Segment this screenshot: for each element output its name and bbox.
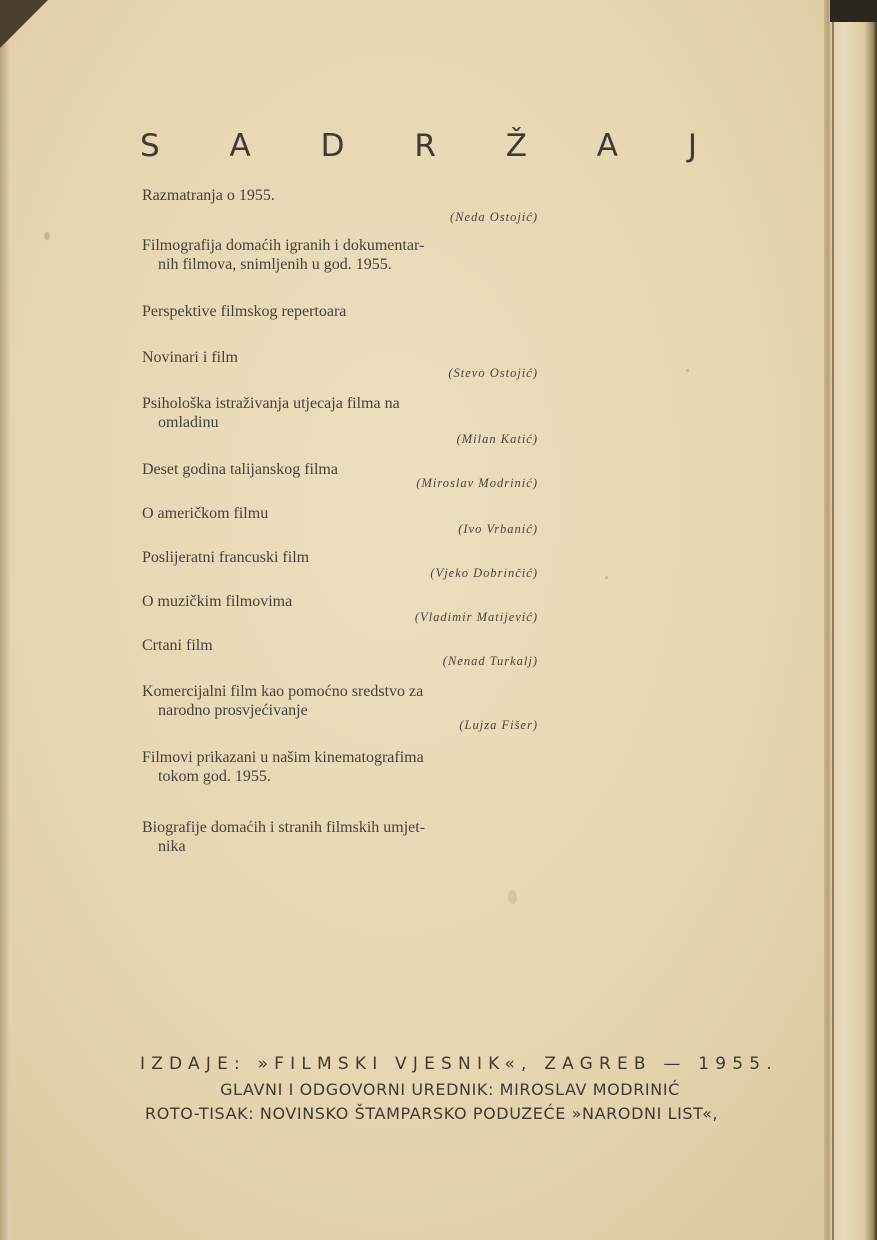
toc-entry-author: (Nenad Turkalj): [442, 654, 538, 668]
imprint-editor: GLAVNI I ODGOVORNI UREDNIK: MIROSLAV MODRINIĆ: [220, 1080, 680, 1099]
toc-entry-title: Filmovi prikazani u našim kinematografima: [142, 749, 424, 766]
folded-corner: [0, 0, 48, 48]
page-left-edge: [0, 0, 10, 1240]
toc-entry-author: (Milan Katić): [456, 432, 538, 446]
toc-entry-title: Filmografija domaćih igranih i dokumentar-: [142, 237, 425, 254]
toc-entry: [142, 818, 540, 856]
toc-entry: [142, 748, 540, 786]
toc-entry-author: (Vladimir Matijević): [414, 610, 538, 624]
toc-entry-title: Poslijeratni francuski film: [142, 549, 310, 566]
toc-entry-author: (Vjeko Dobrinčić): [430, 566, 538, 580]
toc-entry-title: Perspektive filmskog repertoara: [142, 303, 347, 320]
toc-entry-author: (Ivo Vrbanić): [458, 522, 538, 536]
toc-entry-author: (Miroslav Modrinić): [416, 476, 538, 490]
toc-entry-title: Crtani film: [142, 637, 213, 654]
imprint-publisher: IZDAJE: »FILMSKI VJESNIK«, ZAGREB — 1955.: [140, 1054, 778, 1074]
toc-entry: [142, 394, 540, 446]
toc-entry: [142, 186, 540, 224]
toc-entry-title: Novinari i film: [142, 349, 238, 366]
page-title: S A D R Ž A J: [140, 128, 728, 164]
toc-entry: [142, 460, 540, 490]
toc-entry-title: O američkom filmu: [142, 505, 269, 522]
toc-entry: [142, 236, 540, 274]
toc-entry: [142, 636, 540, 668]
toc-entry-title: Psihološka istraživanja utjecaja filma na: [142, 395, 400, 412]
toc-entry: [142, 592, 540, 624]
toc-entry-title-continued: narodno prosvjećivanje: [158, 702, 308, 719]
toc-entry-author: (Stevo Ostojić): [448, 366, 538, 380]
toc-entry-title: Deset godina talijanskog filma: [142, 461, 338, 478]
toc-entry: [142, 504, 540, 536]
toc-entry-title: Razmatranja o 1955.: [142, 187, 275, 204]
toc-entry-author: (Lujza Fišer): [459, 718, 538, 732]
toc-entry: [142, 302, 540, 321]
toc-entry-title-continued: omladinu: [158, 414, 219, 431]
binding-line: [832, 0, 834, 1240]
toc-entry-title-continued: nih filmova, snimljenih u god. 1955.: [158, 256, 392, 273]
toc-entry: [142, 348, 540, 380]
toc-entry-author: (Neda Ostojić): [450, 210, 538, 224]
toc-entry-title: O muzičkim filmovima: [142, 593, 293, 610]
imprint-printer: ROTO-TISAK: NOVINSKO ŠTAMPARSKO PODUZEĆE »NARODNI LIST«,: [145, 1104, 719, 1123]
scan-shadow: [830, 0, 877, 22]
toc-entry-title: Biografije domaćih i stranih filmskih umjet-: [142, 819, 426, 836]
toc-entry: [142, 548, 540, 580]
toc-entry: [142, 682, 540, 732]
toc-entry-title: Komercijalni film kao pomoćno sredstvo za: [142, 683, 424, 700]
toc-entry-title-continued: tokom god. 1955.: [158, 768, 271, 785]
toc-entry-title-continued: nika: [158, 838, 186, 855]
